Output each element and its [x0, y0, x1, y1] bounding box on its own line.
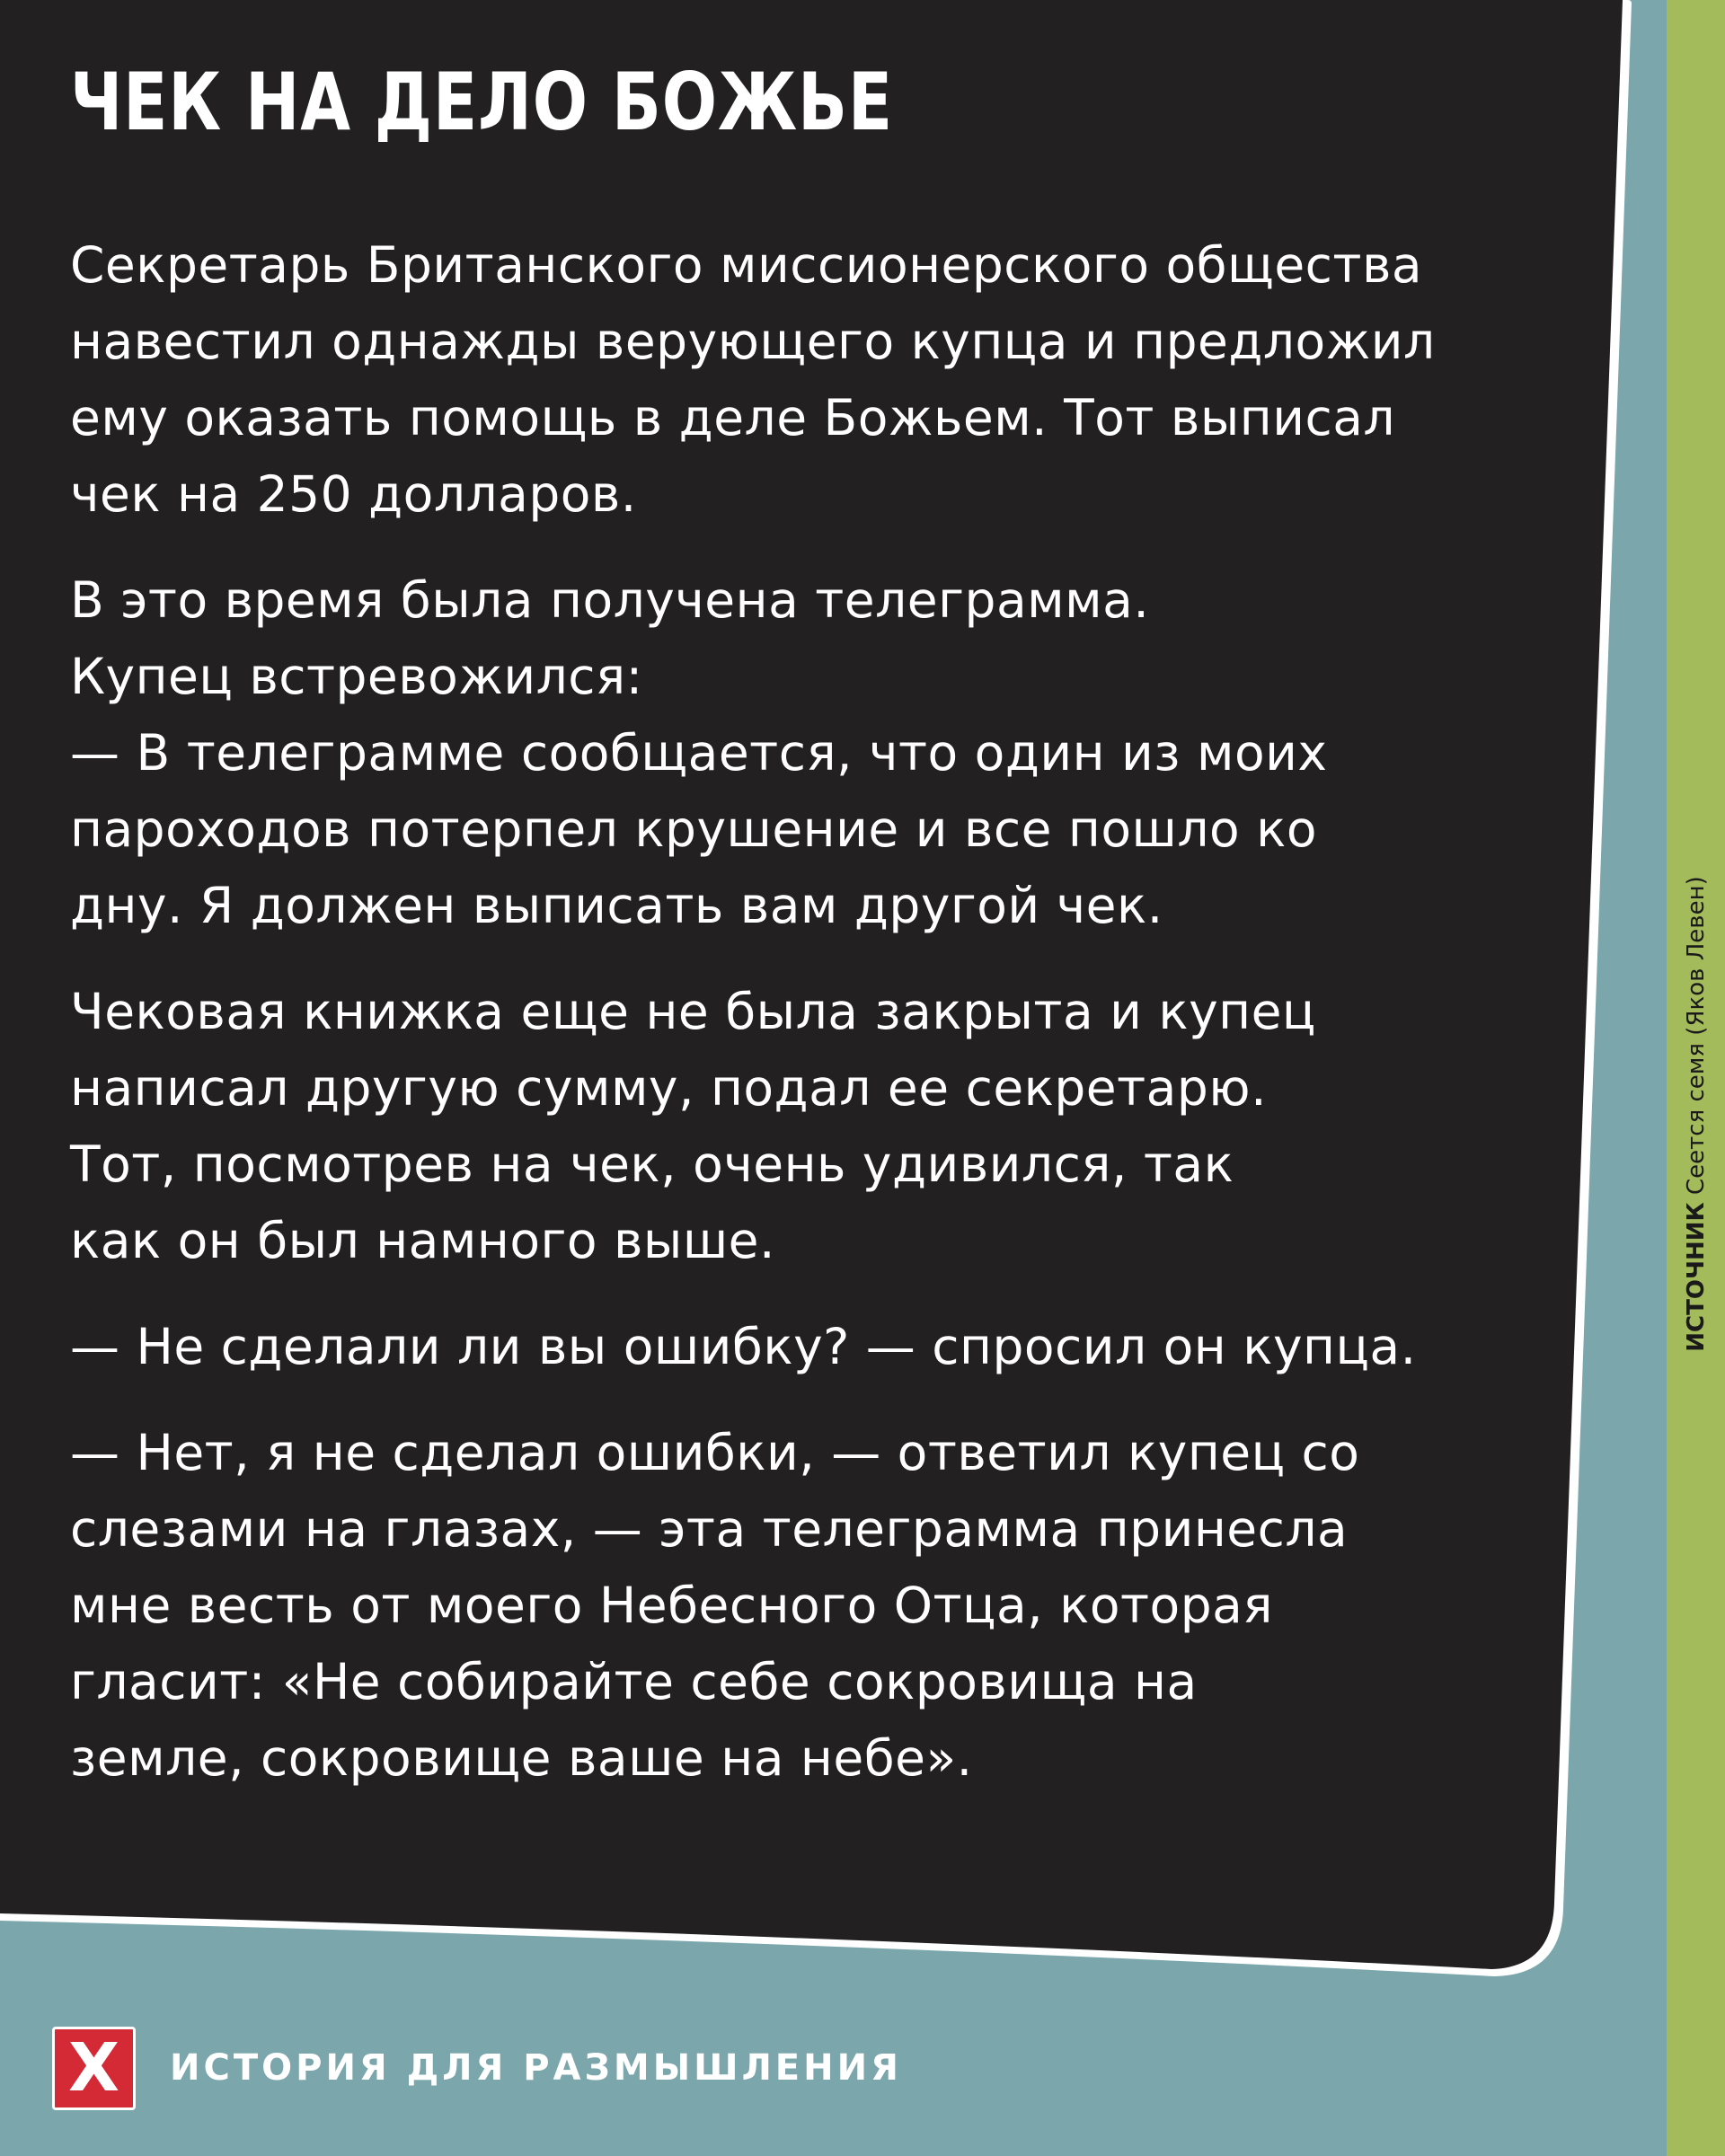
- text-line: земле, сокровище ваше на небе».: [70, 1729, 973, 1787]
- text-line: навестил однажды верующего купца и предложил: [70, 313, 1436, 370]
- text-line: дну. Я должен выписать вам другой чек.: [70, 877, 1163, 934]
- text-line: мне весть от моего Небесного Отца, которая: [70, 1577, 1273, 1634]
- story-content: [70, 56, 1561, 1826]
- text-line: Секретарь Британского миссионерского общества: [70, 236, 1423, 294]
- text-line: слезами на глазах, — эта телеграмма принесла: [70, 1500, 1349, 1558]
- text-line: — Нет, я не сделал ошибки, — ответил купец со: [70, 1424, 1360, 1481]
- text-line: как он был намного выше.: [70, 1212, 775, 1269]
- logo-letter: X: [67, 2029, 120, 2107]
- x-logo-icon: [52, 2027, 136, 2110]
- source-credit: [1683, 876, 1710, 1351]
- paragraph: [70, 974, 1561, 1279]
- text-line: пароходов потерпел крушение и все пошло ко: [70, 800, 1317, 858]
- text-line: В это время была получена телеграмма.: [70, 571, 1150, 629]
- paragraph: [70, 562, 1561, 944]
- paragraph: [70, 1309, 1561, 1385]
- source-label: ИСТОЧНИК: [1683, 1202, 1710, 1352]
- paragraph: [70, 227, 1561, 533]
- text-line: написал другую сумму, подал ее секретарю.: [70, 1059, 1268, 1117]
- text-line: — Не сделали ли вы ошибку? — спросил он купца.: [70, 1318, 1417, 1375]
- paragraph: [70, 1415, 1561, 1797]
- text-line: чек на 250 долларов.: [70, 465, 637, 523]
- text-line: Тот, посмотрев на чек, очень удивился, так: [70, 1135, 1234, 1193]
- text-line: ему оказать помощь в деле Божьем. Тот выписал: [70, 389, 1396, 446]
- text-line: — В телеграмме сообщается, что один из моих: [70, 724, 1328, 782]
- text-line: гласит: «Не собирайте себе сокровища на: [70, 1653, 1198, 1710]
- text-line: Купец встревожился:: [70, 648, 643, 705]
- series-label: ИСТОРИЯ ДЛЯ РАЗМЫШЛЕНИЯ: [170, 2047, 902, 2089]
- story-body: [70, 227, 1561, 1797]
- footer: [52, 2024, 902, 2112]
- source-text: Сеется семя (Яков Левен): [1683, 876, 1710, 1195]
- page-title: ЧЕК НА ДЕЛО БОЖЬЕ: [70, 56, 893, 148]
- text-line: Чековая книжка еще не была закрыта и купец: [70, 983, 1316, 1040]
